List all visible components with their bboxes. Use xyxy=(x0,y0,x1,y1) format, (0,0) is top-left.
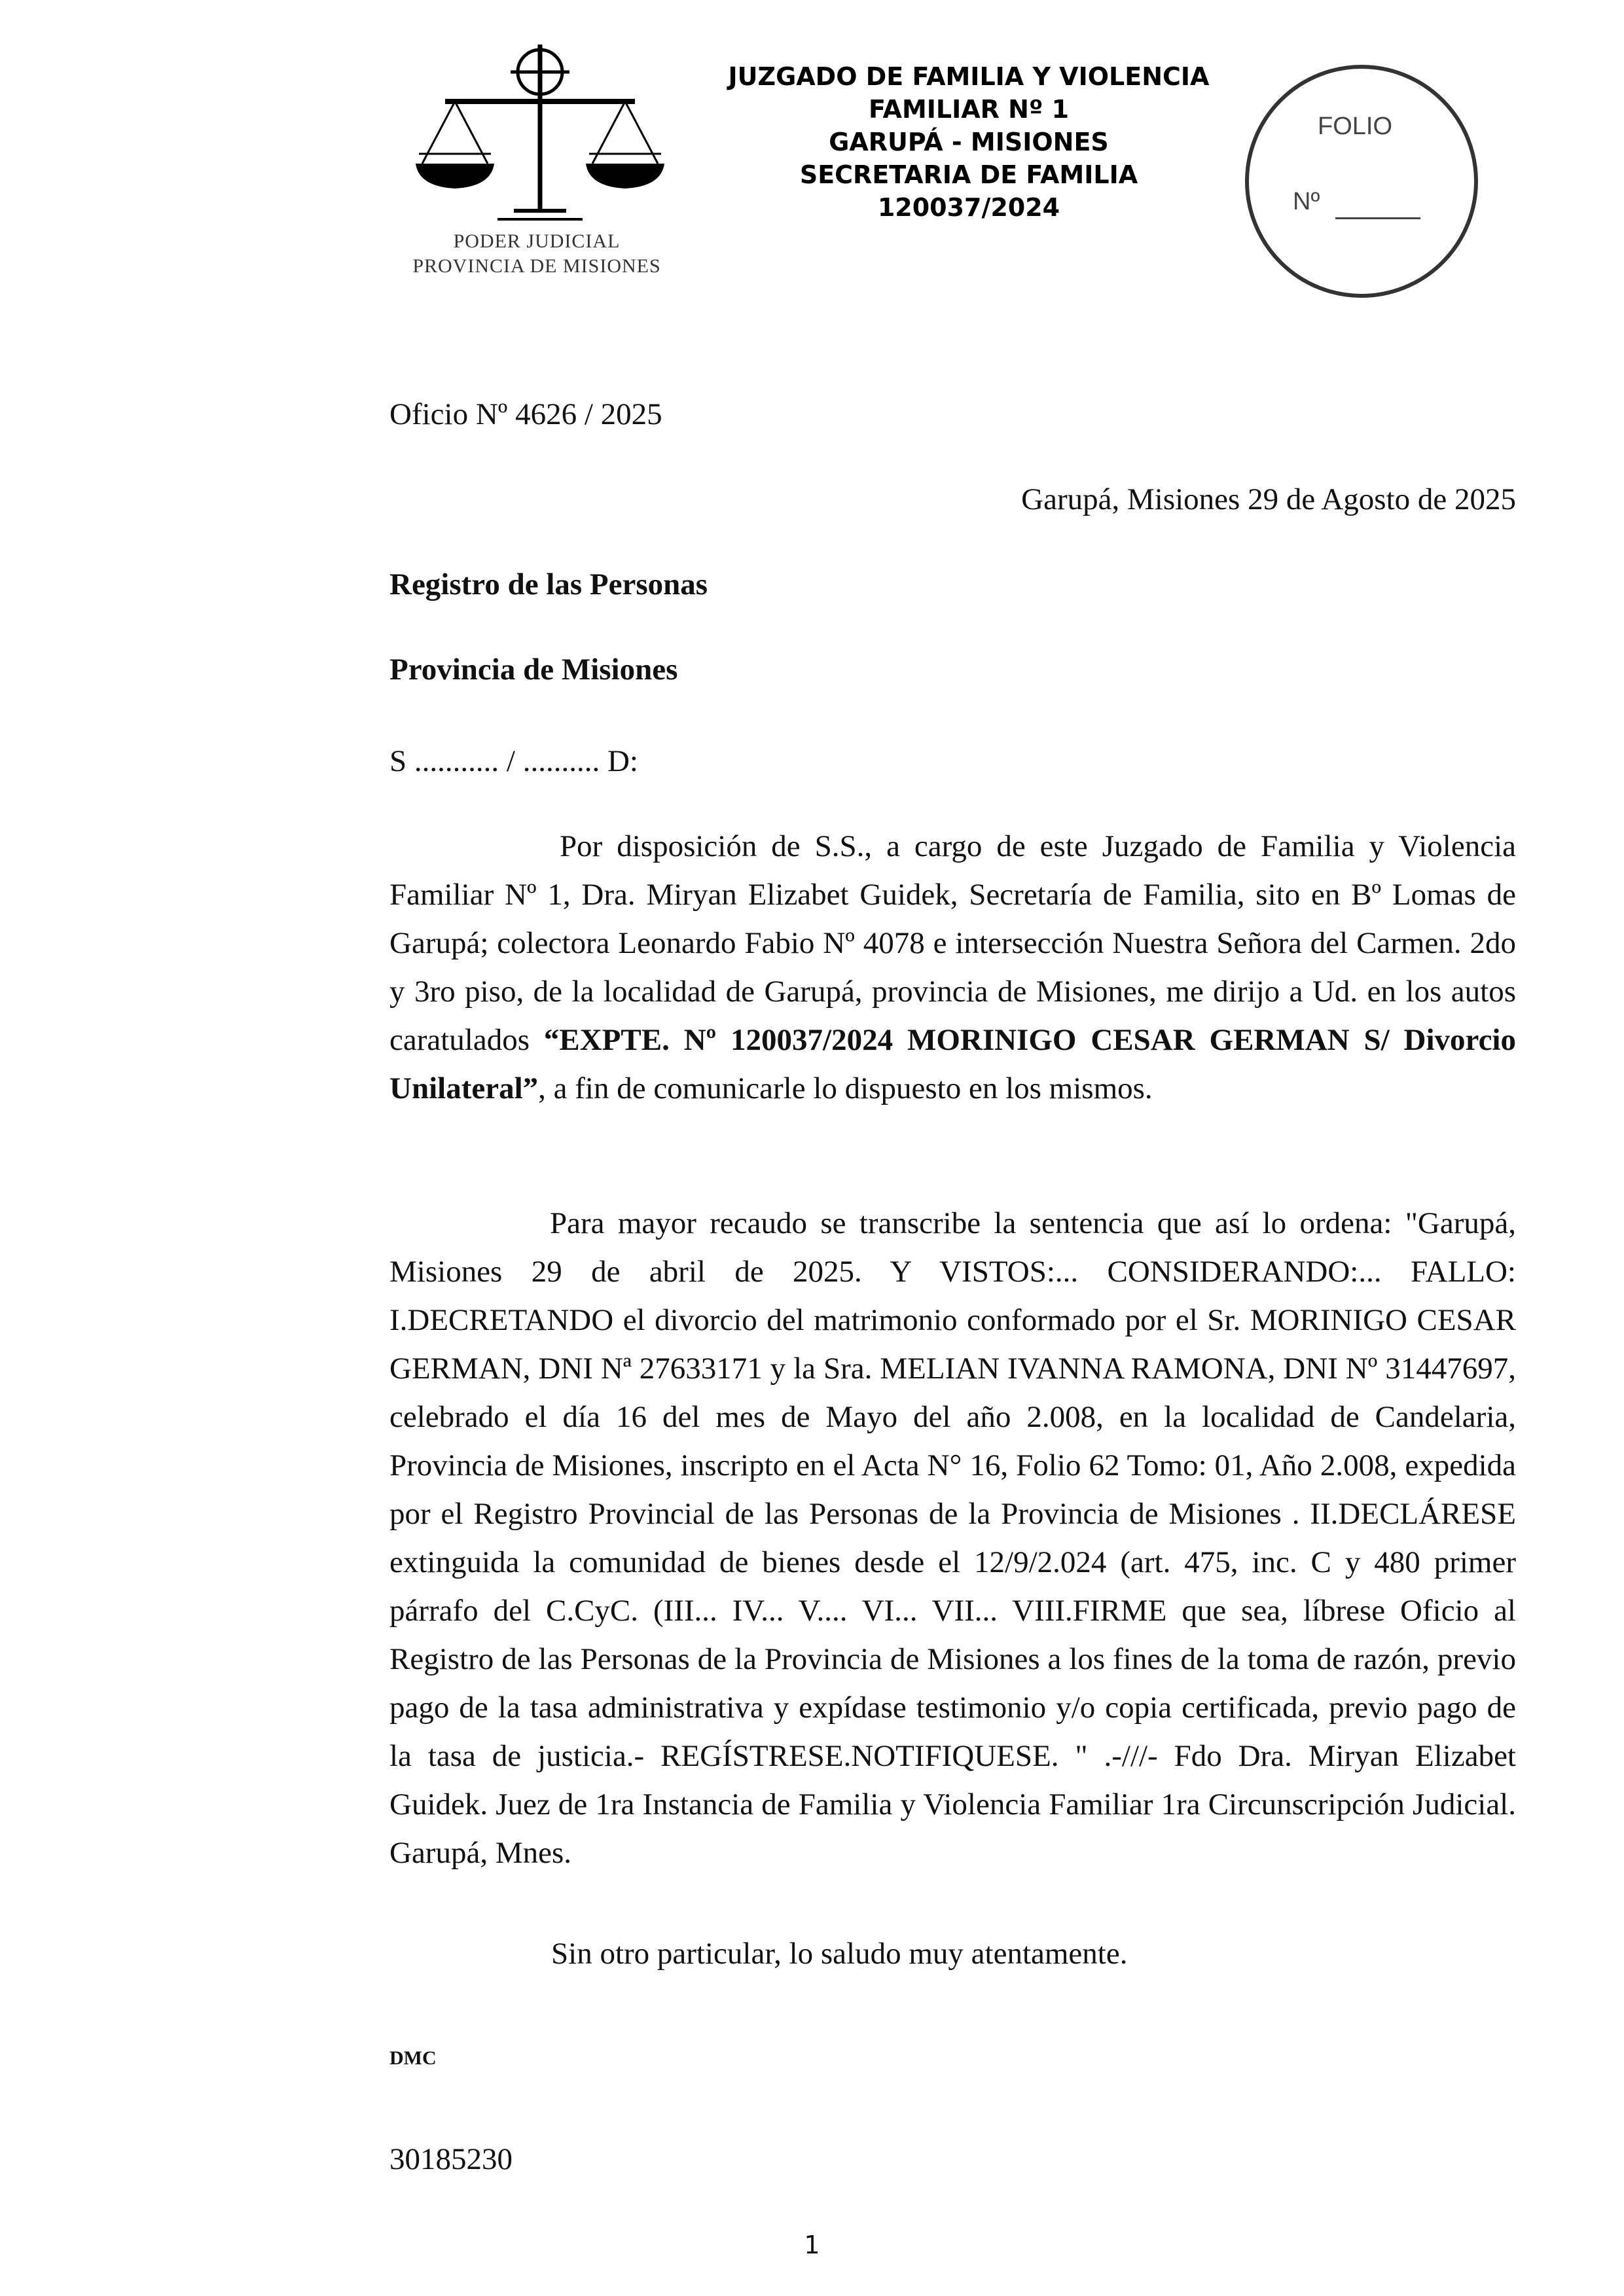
paragraph-intro-text: Por disposición de S.S., a cargo de este Juzgado de Familia y Violencia Familiar Nº 1, Dra. Miryan Elizabet Guidek, Secretaría de Familia, sito en Bº Lomas de Garupá; colectora Leonardo Fabio Nº 4078 e intersección Nuestra Señora del Carmen. 2do y 3ro piso, de la localidad de Garupá, provincia de Misiones, me dirijo a Ud. en los autos caratulados xyxy=(389,829,1516,1057)
paragraph-sentence xyxy=(389,1199,1516,1877)
paragraph-sentence-text: Para mayor recaudo se transcribe la sentencia que así lo ordena: "Garupá, Misiones 29 de abril de 2025. Y VISTOS:... CONSIDERANDO:... FALLO: I.DECRETANDO el divorcio del matrimonio conformado por el Sr. MORINIGO CESAR GERMAN, DNI Nª 27633171 y la Sra. MELIAN IVANNA RAMONA, DNI Nº 31447697, celebrado el día 16 del mes de Mayo del año 2.008, en la localidad de Candelaria, Provincia de Misiones, inscripto en el Acta N° 16, Folio 62 Tomo: 01, Año 2.008, expedida por el Registro Provincial de las Personas de la Provincia de Misiones . II.DECLÁRESE extinguida la comunidad de bienes desde el 12/9/2.024 (art. 475, inc. C y 480 primer párrafo del C.CyC. (III... IV... V.... VI... VII... VIII.FIRME que sea, líbrese Oficio al Registro de las Personas de la Provincia de Misiones a los fines de la toma de razón, previo pago de la tasa administrativa y expídase testimonio y/o copia certificada, previo pago de la tasa de justicia.- REGÍSTRESE.NOTIFIQUESE. " .-///- Fdo Dra. Miryan Elizabet Guidek. Juez de 1ra Instancia de Familia y Violencia Familiar 1ra Circunscripción Judicial. Garupá, Mnes. xyxy=(389,1206,1516,1870)
folio-stamp xyxy=(1240,60,1483,302)
court-line: GARUPÁ - MISIONES xyxy=(829,128,1109,156)
document-code: 30185230 xyxy=(389,2142,513,2176)
court-line: JUZGADO DE FAMILIA Y VIOLENCIA xyxy=(728,62,1210,91)
recipient-line-2: Provincia de Misiones xyxy=(389,653,678,687)
court-line: SECRETARIA DE FAMILIA xyxy=(799,160,1138,189)
initials: DMC xyxy=(389,2047,437,2069)
recipient-line-1: Registro de las Personas xyxy=(389,567,708,601)
poder-judicial-logo xyxy=(393,39,681,295)
folio-number-label: Nº xyxy=(1293,188,1320,215)
folio-number-blank xyxy=(1335,217,1420,219)
court-header xyxy=(707,60,1231,224)
paragraph-intro-end: , a fin de comunicarle lo dispuesto en los mismos. xyxy=(538,1071,1153,1105)
folio-label: FOLIO xyxy=(1318,113,1393,140)
page-number: 1 xyxy=(804,2231,820,2259)
logo-line-poder-judicial: PODER JUDICIAL xyxy=(453,230,621,252)
stamp-circle-icon xyxy=(1240,60,1483,302)
logo-line-provincia: PROVINCIA DE MISIONES xyxy=(412,255,661,277)
paragraph-intro xyxy=(389,822,1516,1113)
closing-line: Sin otro particular, lo saludo muy atentamente. xyxy=(551,1937,1128,1971)
place-date: Garupá, Misiones 29 de Agosto de 2025 xyxy=(1021,482,1516,516)
scales-of-justice-icon xyxy=(393,39,681,249)
case-caption: “EXPTE. Nº 120037/2024 MORINIGO CESAR GERMAN S/ Divorcio Unilateral” xyxy=(389,1023,1516,1105)
court-line: FAMILIAR Nº 1 xyxy=(868,95,1070,124)
salutation: S ........... / .......... D: xyxy=(389,744,638,778)
oficio-number: Oficio Nº 4626 / 2025 xyxy=(389,397,662,431)
court-line: 120037/2024 xyxy=(877,193,1060,222)
